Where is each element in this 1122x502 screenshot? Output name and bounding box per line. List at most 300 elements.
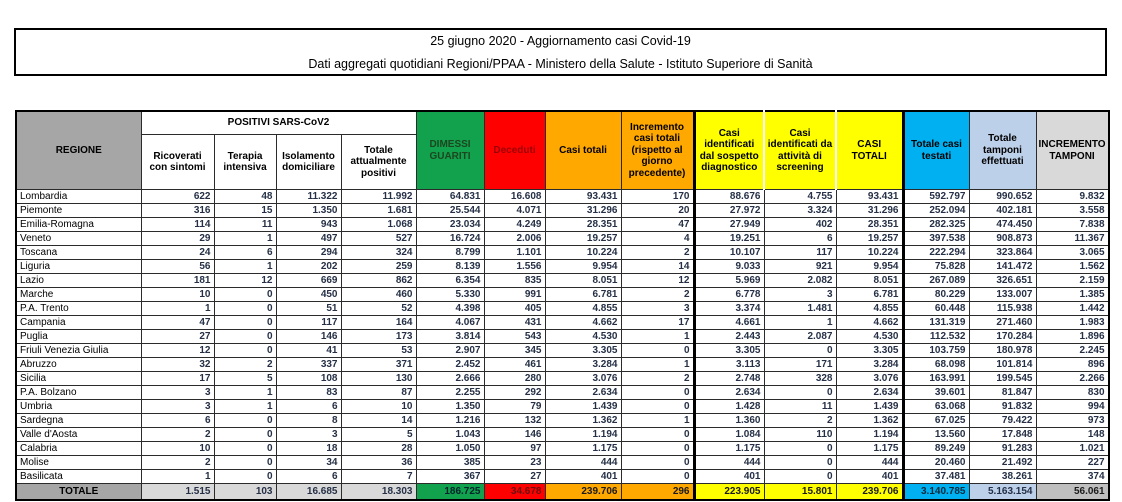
cell-isolamento: 117 bbox=[276, 316, 341, 330]
table-row-valle-d-aosta bbox=[16, 428, 1109, 442]
cell-incr_casi: 0 bbox=[621, 442, 694, 456]
cell-testati: 75.828 bbox=[903, 260, 969, 274]
cell-tamponi: 115.938 bbox=[969, 302, 1036, 316]
cell-screening: 328 bbox=[764, 372, 836, 386]
cell-sospetto: 2.748 bbox=[694, 372, 764, 386]
cell-tamponi: 474.450 bbox=[969, 218, 1036, 232]
cell-deceduti: 543 bbox=[484, 330, 545, 344]
cell-terapia: 0 bbox=[214, 316, 276, 330]
cell-casi_totali: 1.175 bbox=[545, 442, 621, 456]
cell-incr_tamponi: 896 bbox=[1036, 358, 1109, 372]
table-row-sardegna bbox=[16, 414, 1109, 428]
cell-incr_casi: 1 bbox=[621, 414, 694, 428]
cell-ricoverati: 114 bbox=[141, 218, 214, 232]
cell-tamponi: 908.873 bbox=[969, 232, 1036, 246]
cell-terapia: 0 bbox=[214, 414, 276, 428]
cell-casi_totali_tot: 2.634 bbox=[836, 386, 903, 400]
col-header-deceduti: Deceduti bbox=[484, 111, 545, 190]
cell-screening: 402 bbox=[764, 218, 836, 232]
cell-total-dimessi: 186.725 bbox=[416, 484, 484, 501]
cell-casi_totali: 6.781 bbox=[545, 288, 621, 302]
cell-incr_tamponi: 9.832 bbox=[1036, 190, 1109, 204]
cell-sospetto: 1.175 bbox=[694, 442, 764, 456]
cell-deceduti: 991 bbox=[484, 288, 545, 302]
cell-sospetto: 1.428 bbox=[694, 400, 764, 414]
table-row-lombardia bbox=[16, 190, 1109, 204]
cell-casi_totali_tot: 93.431 bbox=[836, 190, 903, 204]
cell-incr_casi: 0 bbox=[621, 428, 694, 442]
cell-testati: 80.229 bbox=[903, 288, 969, 302]
cell-isolamento: 34 bbox=[276, 456, 341, 470]
cell-ricoverati: 10 bbox=[141, 442, 214, 456]
cell-regione: Liguria bbox=[16, 260, 141, 274]
cell-total-label: TOTALE bbox=[16, 484, 141, 501]
cell-ricoverati: 6 bbox=[141, 414, 214, 428]
cell-terapia: 1 bbox=[214, 260, 276, 274]
cell-ricoverati: 24 bbox=[141, 246, 214, 260]
cell-testati: 112.532 bbox=[903, 330, 969, 344]
cell-screening: 3.324 bbox=[764, 204, 836, 218]
cell-casi_totali: 1.362 bbox=[545, 414, 621, 428]
cell-screening: 0 bbox=[764, 456, 836, 470]
cell-dimessi: 8.799 bbox=[416, 246, 484, 260]
cell-incr_casi: 17 bbox=[621, 316, 694, 330]
cell-terapia: 15 bbox=[214, 204, 276, 218]
table-row-emilia-romagna bbox=[16, 218, 1109, 232]
cell-deceduti: 79 bbox=[484, 400, 545, 414]
cell-tamponi: 323.864 bbox=[969, 246, 1036, 260]
cell-screening: 2.087 bbox=[764, 330, 836, 344]
cell-casi_totali: 3.076 bbox=[545, 372, 621, 386]
cell-deceduti: 835 bbox=[484, 274, 545, 288]
cell-terapia: 48 bbox=[214, 190, 276, 204]
cell-casi_totali: 4.662 bbox=[545, 316, 621, 330]
table-row-umbria bbox=[16, 400, 1109, 414]
cell-deceduti: 146 bbox=[484, 428, 545, 442]
table-row-lazio bbox=[16, 274, 1109, 288]
cell-casi_totali_tot: 4.855 bbox=[836, 302, 903, 316]
cell-terapia: 0 bbox=[214, 442, 276, 456]
cell-casi_totali_tot: 10.224 bbox=[836, 246, 903, 260]
cell-terapia: 12 bbox=[214, 274, 276, 288]
header-row-groups bbox=[16, 111, 1109, 135]
cell-casi_totali: 4.530 bbox=[545, 330, 621, 344]
cell-ricoverati: 3 bbox=[141, 400, 214, 414]
cell-ricoverati: 1 bbox=[141, 302, 214, 316]
cell-testati: 592.797 bbox=[903, 190, 969, 204]
cell-incr_casi: 3 bbox=[621, 302, 694, 316]
col-header-casi_totali: Casi totali bbox=[545, 111, 621, 190]
cell-incr_tamponi: 973 bbox=[1036, 414, 1109, 428]
cell-deceduti: 23 bbox=[484, 456, 545, 470]
cell-sospetto: 9.033 bbox=[694, 260, 764, 274]
cell-incr_casi: 1 bbox=[621, 330, 694, 344]
cell-screening: 6 bbox=[764, 232, 836, 246]
cell-total-terapia: 103 bbox=[214, 484, 276, 501]
cell-testati: 39.601 bbox=[903, 386, 969, 400]
cell-incr_casi: 12 bbox=[621, 274, 694, 288]
cell-regione: Lombardia bbox=[16, 190, 141, 204]
cell-ricoverati: 10 bbox=[141, 288, 214, 302]
cell-dimessi: 1.216 bbox=[416, 414, 484, 428]
cell-deceduti: 132 bbox=[484, 414, 545, 428]
cell-incr_tamponi: 7.838 bbox=[1036, 218, 1109, 232]
cell-isolamento: 18 bbox=[276, 442, 341, 456]
cell-isolamento: 6 bbox=[276, 400, 341, 414]
cell-casi_totali: 1.439 bbox=[545, 400, 621, 414]
cell-incr_tamponi: 2.159 bbox=[1036, 274, 1109, 288]
cell-regione: Valle d'Aosta bbox=[16, 428, 141, 442]
table-row-marche bbox=[16, 288, 1109, 302]
cell-ricoverati: 181 bbox=[141, 274, 214, 288]
cell-isolamento: 11.322 bbox=[276, 190, 341, 204]
cell-incr_casi: 2 bbox=[621, 372, 694, 386]
cell-isolamento: 41 bbox=[276, 344, 341, 358]
cell-regione: Molise bbox=[16, 456, 141, 470]
col-header-isolamento: Isolamento domiciliare bbox=[276, 135, 341, 190]
table-body bbox=[16, 190, 1109, 501]
cell-dimessi: 25.544 bbox=[416, 204, 484, 218]
cell-incr_casi: 0 bbox=[621, 386, 694, 400]
cell-total-screening: 15.801 bbox=[764, 484, 836, 501]
cell-incr_casi: 170 bbox=[621, 190, 694, 204]
cell-testati: 60.448 bbox=[903, 302, 969, 316]
cell-casi_totali: 3.284 bbox=[545, 358, 621, 372]
cell-casi_totali: 10.224 bbox=[545, 246, 621, 260]
cell-testati: 68.098 bbox=[903, 358, 969, 372]
cell-incr_tamponi: 3.558 bbox=[1036, 204, 1109, 218]
cell-tamponi: 199.545 bbox=[969, 372, 1036, 386]
cell-total-tot_positivi: 18.303 bbox=[341, 484, 416, 501]
cell-testati: 252.094 bbox=[903, 204, 969, 218]
report-title: 25 giugno 2020 - Aggiornamento casi Covid-19 bbox=[430, 33, 691, 48]
cell-dimessi: 8.139 bbox=[416, 260, 484, 274]
cell-deceduti: 1.101 bbox=[484, 246, 545, 260]
cell-sospetto: 2.443 bbox=[694, 330, 764, 344]
cell-regione: Veneto bbox=[16, 232, 141, 246]
cell-isolamento: 943 bbox=[276, 218, 341, 232]
cell-tot_positivi: 164 bbox=[341, 316, 416, 330]
cell-tot_positivi: 527 bbox=[341, 232, 416, 246]
cell-incr_tamponi: 1.983 bbox=[1036, 316, 1109, 330]
col-header-ricoverati: Ricoverati con sintomi bbox=[141, 135, 214, 190]
cell-sospetto: 10.107 bbox=[694, 246, 764, 260]
cell-tamponi: 81.847 bbox=[969, 386, 1036, 400]
cell-casi_totali_tot: 4.662 bbox=[836, 316, 903, 330]
cell-total-deceduti: 34.678 bbox=[484, 484, 545, 501]
col-header-sospetto: Casi identificati dal sospetto diagnostico bbox=[694, 111, 764, 190]
cell-tamponi: 141.472 bbox=[969, 260, 1036, 274]
total-row bbox=[16, 484, 1109, 501]
cell-total-ricoverati: 1.515 bbox=[141, 484, 214, 501]
table-row-puglia bbox=[16, 330, 1109, 344]
cell-screening: 0 bbox=[764, 442, 836, 456]
cell-dimessi: 2.666 bbox=[416, 372, 484, 386]
cell-testati: 131.319 bbox=[903, 316, 969, 330]
cell-sospetto: 6.778 bbox=[694, 288, 764, 302]
cell-total-tamponi: 5.163.154 bbox=[969, 484, 1036, 501]
cell-deceduti: 16.608 bbox=[484, 190, 545, 204]
cell-dimessi: 4.067 bbox=[416, 316, 484, 330]
cell-testati: 37.481 bbox=[903, 470, 969, 484]
cell-terapia: 0 bbox=[214, 330, 276, 344]
cell-isolamento: 294 bbox=[276, 246, 341, 260]
cell-regione: Sardegna bbox=[16, 414, 141, 428]
cell-tot_positivi: 10 bbox=[341, 400, 416, 414]
cell-incr_tamponi: 11.367 bbox=[1036, 232, 1109, 246]
cell-regione: Toscana bbox=[16, 246, 141, 260]
cell-incr_tamponi: 2.245 bbox=[1036, 344, 1109, 358]
cell-sospetto: 4.661 bbox=[694, 316, 764, 330]
cell-dimessi: 2.255 bbox=[416, 386, 484, 400]
cell-regione: P.A. Trento bbox=[16, 302, 141, 316]
cell-casi_totali: 9.954 bbox=[545, 260, 621, 274]
report-title-box bbox=[14, 28, 1107, 76]
col-header-screening: Casi identificati da attività di screening bbox=[764, 111, 836, 190]
cell-dimessi: 64.831 bbox=[416, 190, 484, 204]
cell-isolamento: 6 bbox=[276, 470, 341, 484]
cell-isolamento: 202 bbox=[276, 260, 341, 274]
cell-total-sospetto: 223.905 bbox=[694, 484, 764, 501]
cell-ricoverati: 2 bbox=[141, 456, 214, 470]
cell-sospetto: 401 bbox=[694, 470, 764, 484]
cell-casi_totali_tot: 19.257 bbox=[836, 232, 903, 246]
cell-sospetto: 3.305 bbox=[694, 344, 764, 358]
table-row-campania bbox=[16, 316, 1109, 330]
cell-terapia: 0 bbox=[214, 288, 276, 302]
cell-casi_totali_tot: 31.296 bbox=[836, 204, 903, 218]
cell-casi_totali_tot: 1.175 bbox=[836, 442, 903, 456]
cell-incr_tamponi: 1.442 bbox=[1036, 302, 1109, 316]
cell-casi_totali_tot: 401 bbox=[836, 470, 903, 484]
cell-regione: Piemonte bbox=[16, 204, 141, 218]
cell-terapia: 2 bbox=[214, 358, 276, 372]
cell-incr_casi: 0 bbox=[621, 344, 694, 358]
cell-casi_totali: 19.257 bbox=[545, 232, 621, 246]
cell-regione: Emilia-Romagna bbox=[16, 218, 141, 232]
cell-regione: Marche bbox=[16, 288, 141, 302]
col-header-testati: Totale casi testati bbox=[903, 111, 969, 190]
cell-casi_totali_tot: 1.439 bbox=[836, 400, 903, 414]
cell-incr_tamponi: 227 bbox=[1036, 456, 1109, 470]
cell-incr_tamponi: 3.065 bbox=[1036, 246, 1109, 260]
cell-incr_tamponi: 994 bbox=[1036, 400, 1109, 414]
cell-deceduti: 4.249 bbox=[484, 218, 545, 232]
cell-regione: Campania bbox=[16, 316, 141, 330]
table-row-molise bbox=[16, 456, 1109, 470]
cell-deceduti: 27 bbox=[484, 470, 545, 484]
table-row-abruzzo bbox=[16, 358, 1109, 372]
cell-tot_positivi: 5 bbox=[341, 428, 416, 442]
cell-deceduti: 431 bbox=[484, 316, 545, 330]
cell-tot_positivi: 259 bbox=[341, 260, 416, 274]
cell-screening: 2.082 bbox=[764, 274, 836, 288]
cell-casi_totali: 3.305 bbox=[545, 344, 621, 358]
cell-tamponi: 38.261 bbox=[969, 470, 1036, 484]
cell-terapia: 0 bbox=[214, 470, 276, 484]
cell-total-isolamento: 16.685 bbox=[276, 484, 341, 501]
cell-screening: 171 bbox=[764, 358, 836, 372]
cell-casi_totali: 1.194 bbox=[545, 428, 621, 442]
cell-tamponi: 101.814 bbox=[969, 358, 1036, 372]
cell-tamponi: 326.651 bbox=[969, 274, 1036, 288]
table-row-piemonte bbox=[16, 204, 1109, 218]
cell-isolamento: 337 bbox=[276, 358, 341, 372]
col-header-incr_casi: Incremento casi totali (rispetto al giorno precedente) bbox=[621, 111, 694, 190]
report-subtitle: Dati aggregati quotidiani Regioni/PPAA - Ministero della Salute - Istituto Superiore di Sanità bbox=[308, 56, 813, 71]
table-row-basilicata bbox=[16, 470, 1109, 484]
cell-ricoverati: 3 bbox=[141, 386, 214, 400]
cell-sospetto: 27.949 bbox=[694, 218, 764, 232]
cell-dimessi: 385 bbox=[416, 456, 484, 470]
cell-total-testati: 3.140.785 bbox=[903, 484, 969, 501]
cell-casi_totali_tot: 1.362 bbox=[836, 414, 903, 428]
cell-ricoverati: 47 bbox=[141, 316, 214, 330]
cell-isolamento: 450 bbox=[276, 288, 341, 302]
cell-dimessi: 23.034 bbox=[416, 218, 484, 232]
cell-tot_positivi: 52 bbox=[341, 302, 416, 316]
cell-sospetto: 444 bbox=[694, 456, 764, 470]
col-header-incr_tamponi: INCREMENTO TAMPONI bbox=[1036, 111, 1109, 190]
cell-tamponi: 79.422 bbox=[969, 414, 1036, 428]
cell-incr_tamponi: 1.562 bbox=[1036, 260, 1109, 274]
cell-isolamento: 669 bbox=[276, 274, 341, 288]
cell-terapia: 0 bbox=[214, 344, 276, 358]
cell-casi_totali: 8.051 bbox=[545, 274, 621, 288]
col-header-terapia: Terapia intensiva bbox=[214, 135, 276, 190]
cell-casi_totali: 31.296 bbox=[545, 204, 621, 218]
cell-tamponi: 402.181 bbox=[969, 204, 1036, 218]
cell-terapia: 0 bbox=[214, 302, 276, 316]
cell-casi_totali: 444 bbox=[545, 456, 621, 470]
cell-incr_tamponi: 1.385 bbox=[1036, 288, 1109, 302]
cell-deceduti: 461 bbox=[484, 358, 545, 372]
table-row-friuli-venezia-giulia bbox=[16, 344, 1109, 358]
cell-incr_casi: 47 bbox=[621, 218, 694, 232]
cell-regione: Abruzzo bbox=[16, 358, 141, 372]
cell-casi_totali_tot: 3.284 bbox=[836, 358, 903, 372]
cell-casi_totali_tot: 1.194 bbox=[836, 428, 903, 442]
cell-dimessi: 3.814 bbox=[416, 330, 484, 344]
cell-incr_casi: 14 bbox=[621, 260, 694, 274]
cell-deceduti: 280 bbox=[484, 372, 545, 386]
cell-screening: 110 bbox=[764, 428, 836, 442]
cell-incr_casi: 20 bbox=[621, 204, 694, 218]
cell-screening: 11 bbox=[764, 400, 836, 414]
cell-ricoverati: 1 bbox=[141, 470, 214, 484]
cell-tamponi: 17.848 bbox=[969, 428, 1036, 442]
cell-screening: 1.481 bbox=[764, 302, 836, 316]
cell-testati: 282.325 bbox=[903, 218, 969, 232]
cell-tamponi: 180.978 bbox=[969, 344, 1036, 358]
cell-deceduti: 345 bbox=[484, 344, 545, 358]
cell-tot_positivi: 1.068 bbox=[341, 218, 416, 232]
table-header bbox=[16, 111, 1109, 190]
cell-casi_totali_tot: 3.076 bbox=[836, 372, 903, 386]
cell-tot_positivi: 28 bbox=[341, 442, 416, 456]
cell-deceduti: 2.006 bbox=[484, 232, 545, 246]
col-group-header-positivi-sars-cov2: POSITIVI SARS-CoV2 bbox=[141, 111, 416, 135]
cell-ricoverati: 12 bbox=[141, 344, 214, 358]
cell-tamponi: 91.832 bbox=[969, 400, 1036, 414]
cell-regione: Sicilia bbox=[16, 372, 141, 386]
cell-sospetto: 19.251 bbox=[694, 232, 764, 246]
table-row-p-a-trento bbox=[16, 302, 1109, 316]
cell-tot_positivi: 87 bbox=[341, 386, 416, 400]
cell-casi_totali: 93.431 bbox=[545, 190, 621, 204]
cell-isolamento: 8 bbox=[276, 414, 341, 428]
cell-deceduti: 97 bbox=[484, 442, 545, 456]
cell-ricoverati: 29 bbox=[141, 232, 214, 246]
cell-testati: 267.089 bbox=[903, 274, 969, 288]
cell-sospetto: 88.676 bbox=[694, 190, 764, 204]
cell-isolamento: 108 bbox=[276, 372, 341, 386]
cell-screening: 0 bbox=[764, 386, 836, 400]
cell-terapia: 11 bbox=[214, 218, 276, 232]
cell-sospetto: 5.969 bbox=[694, 274, 764, 288]
cell-isolamento: 497 bbox=[276, 232, 341, 246]
cell-testati: 89.249 bbox=[903, 442, 969, 456]
cell-terapia: 5 bbox=[214, 372, 276, 386]
cell-testati: 222.294 bbox=[903, 246, 969, 260]
cell-casi_totali_tot: 3.305 bbox=[836, 344, 903, 358]
cell-ricoverati: 32 bbox=[141, 358, 214, 372]
cell-casi_totali: 401 bbox=[545, 470, 621, 484]
cell-incr_tamponi: 830 bbox=[1036, 386, 1109, 400]
cell-regione: Lazio bbox=[16, 274, 141, 288]
cell-sospetto: 3.374 bbox=[694, 302, 764, 316]
cell-tamponi: 990.652 bbox=[969, 190, 1036, 204]
col-header-regione: REGIONE bbox=[16, 111, 141, 190]
cell-tot_positivi: 460 bbox=[341, 288, 416, 302]
cell-dimessi: 2.452 bbox=[416, 358, 484, 372]
cell-dimessi: 1.050 bbox=[416, 442, 484, 456]
cell-deceduti: 1.556 bbox=[484, 260, 545, 274]
table-row-sicilia bbox=[16, 372, 1109, 386]
cell-casi_totali_tot: 4.530 bbox=[836, 330, 903, 344]
cell-terapia: 1 bbox=[214, 232, 276, 246]
cell-tamponi: 133.007 bbox=[969, 288, 1036, 302]
cell-casi_totali: 4.855 bbox=[545, 302, 621, 316]
table-row-liguria bbox=[16, 260, 1109, 274]
col-header-dimessi: DIMESSI GUARITI bbox=[416, 111, 484, 190]
cell-regione: Calabria bbox=[16, 442, 141, 456]
cell-dimessi: 367 bbox=[416, 470, 484, 484]
cell-terapia: 6 bbox=[214, 246, 276, 260]
cell-screening: 3 bbox=[764, 288, 836, 302]
cell-screening: 2 bbox=[764, 414, 836, 428]
cell-sospetto: 27.972 bbox=[694, 204, 764, 218]
cell-isolamento: 146 bbox=[276, 330, 341, 344]
cell-incr_tamponi: 148 bbox=[1036, 428, 1109, 442]
cell-terapia: 0 bbox=[214, 456, 276, 470]
col-header-tot_positivi: Totale attualmente positivi bbox=[341, 135, 416, 190]
cell-ricoverati: 622 bbox=[141, 190, 214, 204]
table-row-toscana bbox=[16, 246, 1109, 260]
table-row-veneto bbox=[16, 232, 1109, 246]
cell-sospetto: 2.634 bbox=[694, 386, 764, 400]
cell-screening: 1 bbox=[764, 316, 836, 330]
cell-testati: 20.460 bbox=[903, 456, 969, 470]
cell-regione: Friuli Venezia Giulia bbox=[16, 344, 141, 358]
cell-regione: Basilicata bbox=[16, 470, 141, 484]
cell-regione: P.A. Bolzano bbox=[16, 386, 141, 400]
cell-tot_positivi: 7 bbox=[341, 470, 416, 484]
cell-deceduti: 292 bbox=[484, 386, 545, 400]
cell-incr_tamponi: 1.021 bbox=[1036, 442, 1109, 456]
cell-testati: 63.068 bbox=[903, 400, 969, 414]
cell-casi_totali: 2.634 bbox=[545, 386, 621, 400]
